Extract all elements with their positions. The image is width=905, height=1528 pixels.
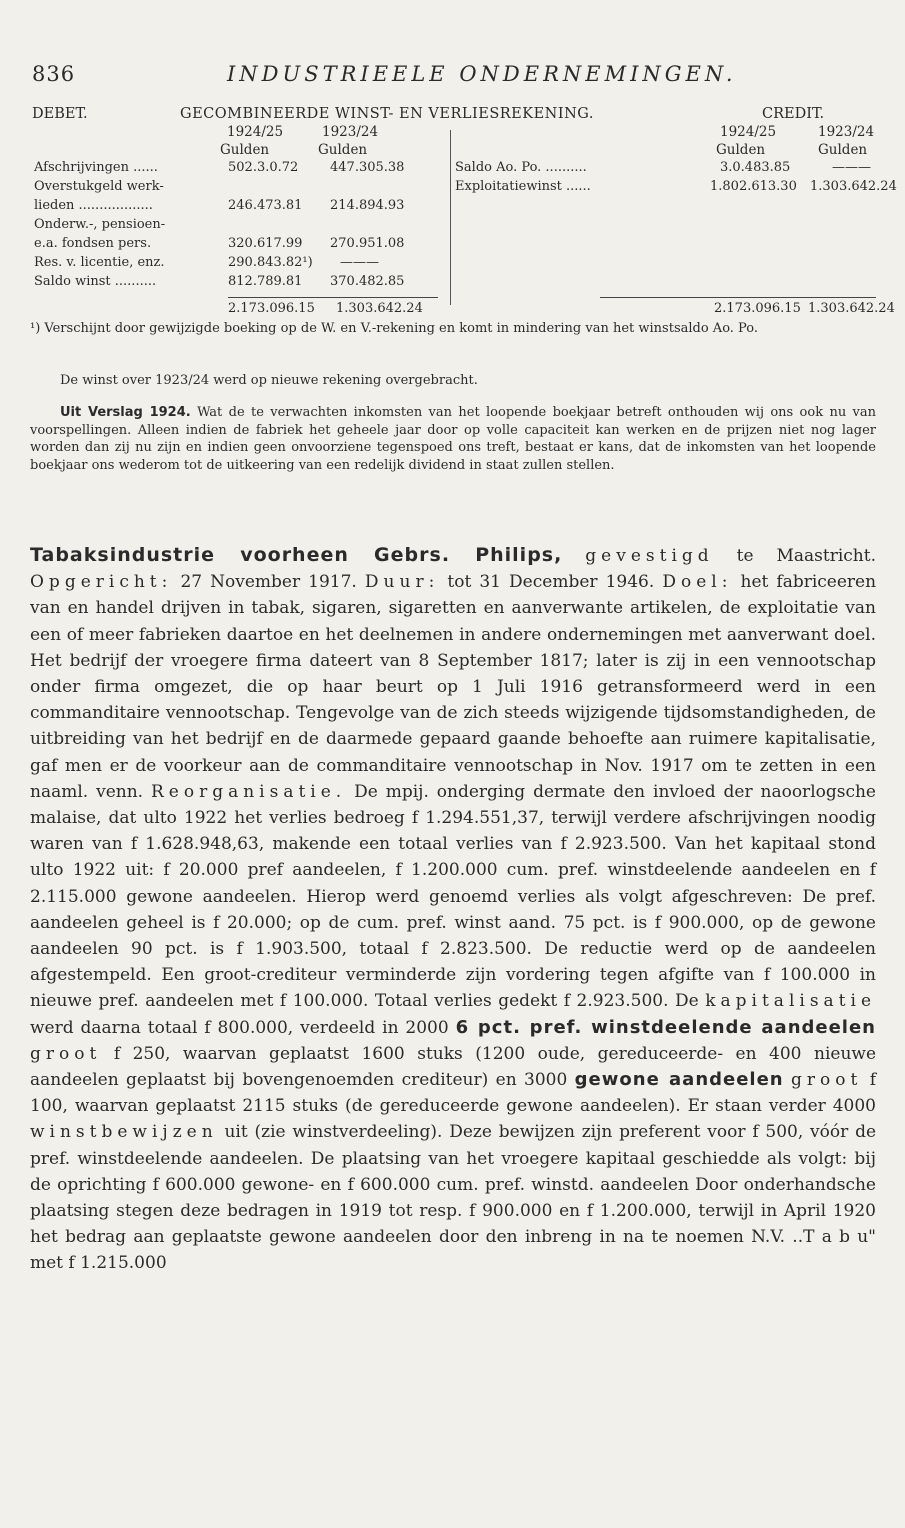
table-row bbox=[0, 179, 440, 198]
table-row bbox=[0, 255, 440, 274]
credit-total-2: 1.303.642.24 bbox=[808, 301, 895, 316]
debit-year-2: 1923/24 bbox=[322, 124, 379, 140]
row-label: Onderw.-, pensioen- bbox=[34, 217, 166, 232]
company-name: Tabaksindustrie voorheen Gebrs. Philips, bbox=[30, 544, 563, 566]
bold-pref-shares: 6 pct. pref. winstdeelende aandeelen bbox=[455, 1016, 876, 1038]
row-value-1: 3.0.483.85 bbox=[720, 160, 791, 175]
row-label: Saldo winst .......... bbox=[34, 274, 157, 289]
account-title: GECOMBINEERDE WINST- EN VERLIESREKENING. bbox=[180, 106, 594, 122]
column-headers bbox=[0, 124, 905, 164]
row-value-2: ——— bbox=[832, 160, 871, 175]
company-paragraph bbox=[30, 542, 876, 1277]
text-segment: 27 November 1917. bbox=[180, 572, 357, 593]
row-label: Afschrijvingen ...... bbox=[34, 160, 158, 175]
row-value-2: 270.951.08 bbox=[330, 236, 405, 251]
report-body: Wat de te verwachten inkomsten van het loopende boekjaar betreft onthouden wij ons ook nu van voorspellingen. Alleen indien de fabriek het geheele jaar door op volle capaciteit kan werken en de prijzen niet nog lager worden dan zij nu zijn en indien geen onvoorziene tegenspoed ons treft, bestaat er kans, dat de inkomsten van het loopende boekjaar ons wederom tot de uitkeering van een redelijk dividend in staat zullen stellen. bbox=[30, 405, 877, 473]
table-row bbox=[0, 160, 440, 179]
table-row bbox=[0, 236, 440, 255]
text-segment: uit (zie winstverdeeling). Deze bewijzen zijn preferent voor f 500, vóór de pref. winstdeelende aandeelen. De plaatsing van het vroegere kapitaal geschiedde als volgt: bij de oprichting f 600.000 gewone- en f 600.000 cum. pref. winstd. aandeelen Door onderhandsche plaatsing stegen deze bedragen in 1919 tot resp. f 900.000 en f 1.200.000, terwijl in April 1920 het bedrag aan geplaatste gewone aandeelen door den inbreng in na te noemen N.V. ..T a b u" met f 1.215.000 bbox=[30, 1122, 877, 1274]
debit-currency-2: Gulden bbox=[318, 142, 368, 158]
text-segment: gevestigd bbox=[585, 546, 714, 566]
footnote-text: ¹) Verschijnt door gewijzigde boeking op de W. en V.-rekening en komt in mindering van het winstsaldo Ao. Po. bbox=[30, 321, 759, 336]
text-segment: f 100, waarvan geplaatst 2115 stuks (de gereduceerde gewone aandeelen). Er staan verder 4000 bbox=[30, 1070, 877, 1117]
row-value-2: 1.303.642.24 bbox=[810, 179, 897, 194]
debit-total-2: 1.303.642.24 bbox=[336, 301, 423, 316]
running-head bbox=[32, 62, 872, 92]
label-kapitalisatie: kapitalisatie bbox=[705, 991, 877, 1012]
text-segment: De mpij. onderging dermate den invloed der naoorlogsche malaise, dat ulto 1922 het verlies bedroeg f 1.294.551,37, terwijl verdere afschrijvingen noodig waren van f 1.628.948,63, makende een totaal verlies van f 2.923.500. Van het kapitaal stond ulto 1922 uit: f 20.000 pref aandeelen, f 1.200.000 cum. pref. winstdeelende aandeelen en f 2.115.000 gewone aandeelen. Hierop werd genoemd verlies als volgt afgeschreven: De pref. aandeelen geheel is f 20.000; op de cum. pref. winst aand. 75 pct. is f 900.000, op de gewone aandeelen 90 pct. is f 1.903.500, totaal f 2.823.500. De reductie werd op de aandeelen afgestempeld. Een groot-crediteur verminderde zijn vordering tegen afgifte van f 100.000 in nieuwe pref. aandeelen met f 100.000. Totaal verlies gedekt f 2.923.500. De bbox=[30, 781, 876, 1012]
text-segment: f 250, waarvan geplaatst 1600 stuks (1200 oude, gereduceerde- en 400 nieuwe aandeelen geplaatst bij bovengenoemden crediteur) en 3000 bbox=[30, 1043, 876, 1091]
account-title-row bbox=[32, 106, 882, 126]
credit-rows bbox=[452, 160, 897, 198]
row-value-1: 812.789.81 bbox=[228, 274, 303, 289]
debit-label: DEBET. bbox=[32, 106, 88, 122]
label-duur: Duur: bbox=[364, 572, 440, 593]
label-doel: Doel: bbox=[662, 572, 733, 593]
row-value-2: ——— bbox=[340, 255, 379, 270]
footnote bbox=[30, 320, 876, 338]
carry-note-text: De winst over 1923/24 werd op nieuwe rekening overgebracht. bbox=[60, 373, 478, 388]
row-value-1: 320.617.99 bbox=[228, 236, 303, 251]
company-entry bbox=[30, 542, 876, 1277]
credit-total-1: 2.173.096.15 bbox=[714, 301, 801, 316]
row-value-2: 370.482.85 bbox=[330, 274, 405, 289]
row-label: Overstukgeld werk- bbox=[34, 179, 164, 194]
label-groot: groot bbox=[30, 1043, 102, 1064]
carry-note bbox=[60, 372, 876, 390]
annual-report-paragraph bbox=[30, 404, 876, 474]
row-value-1: 246.473.81 bbox=[228, 198, 303, 213]
row-label: lieden .................. bbox=[34, 198, 153, 213]
credit-year-2: 1923/24 bbox=[818, 124, 875, 140]
credit-year-1: 1924/25 bbox=[720, 124, 777, 140]
text-segment: het fabriceeren van en handel drijven in tabak, sigaren, sigaretten en aanverwante artikelen, de exploitatie van een of meer fabrieken daartoe en het deelnemen in andere ondernemingen met aanverwant doel. Het bedrijf der vroegere firma dateert van 8 September 1817; later is zij in een vennootschap onder firma omgezet, die op haar beurt op 1 Juli 1916 getransformeerd werd in een commanditaire vennootschap. Tengevolge van de zich steeds wijzigende tijdsomstandigheden, de uitbreiding van het bedrijf en de daarmede gepaard gaande behoefte aan ruimere kapitalisatie, gaf men er de voorkeur aan de commanditaire vennootschap in Nov. 1917 om te zetten in een naaml. venn. bbox=[30, 572, 877, 802]
row-label: Saldo Ao. Po. .......... bbox=[455, 160, 587, 175]
row-label: Res. v. licentie, enz. bbox=[34, 255, 165, 270]
table-row bbox=[0, 217, 440, 236]
bold-common-shares: gewone aandeelen bbox=[574, 1069, 784, 1091]
report-heading: Uit Verslag 1924. bbox=[60, 405, 191, 420]
table-row bbox=[0, 198, 440, 217]
debit-currency-1: Gulden bbox=[220, 142, 270, 158]
credit-label: CREDIT. bbox=[762, 106, 825, 122]
label-reorganisatie: Reorganisatie. bbox=[150, 781, 347, 802]
label-groot: groot bbox=[791, 1070, 863, 1091]
row-label: e.a. fondsen pers. bbox=[34, 236, 152, 251]
row-value-1: 1.802.613.30 bbox=[710, 179, 797, 194]
debit-rows bbox=[0, 160, 440, 293]
credit-currency-1: Gulden bbox=[716, 142, 766, 158]
row-value-2: 447.305.38 bbox=[330, 160, 405, 175]
text-segment: te Maastricht. bbox=[736, 546, 876, 566]
credit-total-rule bbox=[600, 297, 876, 298]
table-row bbox=[452, 179, 897, 198]
debit-total-1: 2.173.096.15 bbox=[228, 301, 315, 316]
text-segment: werd daarna totaal f 800.000, verdeeld in 2000 bbox=[30, 1017, 449, 1038]
text-segment: tot 31 December 1946. bbox=[447, 572, 655, 593]
credit-currency-2: Gulden bbox=[818, 142, 868, 158]
annual-report bbox=[30, 404, 876, 474]
label-opgericht: Opgericht: bbox=[30, 572, 173, 593]
account-divider bbox=[450, 130, 451, 305]
row-value-2: 214.894.93 bbox=[330, 198, 405, 213]
table-row bbox=[452, 160, 892, 179]
row-value-1: 290.843.82¹) bbox=[228, 255, 313, 270]
page-number: 836 bbox=[32, 62, 76, 86]
totals-row bbox=[0, 301, 905, 319]
row-label: Exploitatiewinst ...... bbox=[455, 179, 591, 194]
label-winstbewijzen: winstbewijzen bbox=[30, 1122, 218, 1143]
debit-year-1: 1924/25 bbox=[227, 124, 284, 140]
journal-title: INDUSTRIEELE ONDERNEMINGEN. bbox=[227, 62, 737, 86]
row-value-1: 502.3.0.72 bbox=[228, 160, 299, 175]
table-row bbox=[0, 274, 440, 293]
debit-total-rule bbox=[228, 297, 438, 298]
